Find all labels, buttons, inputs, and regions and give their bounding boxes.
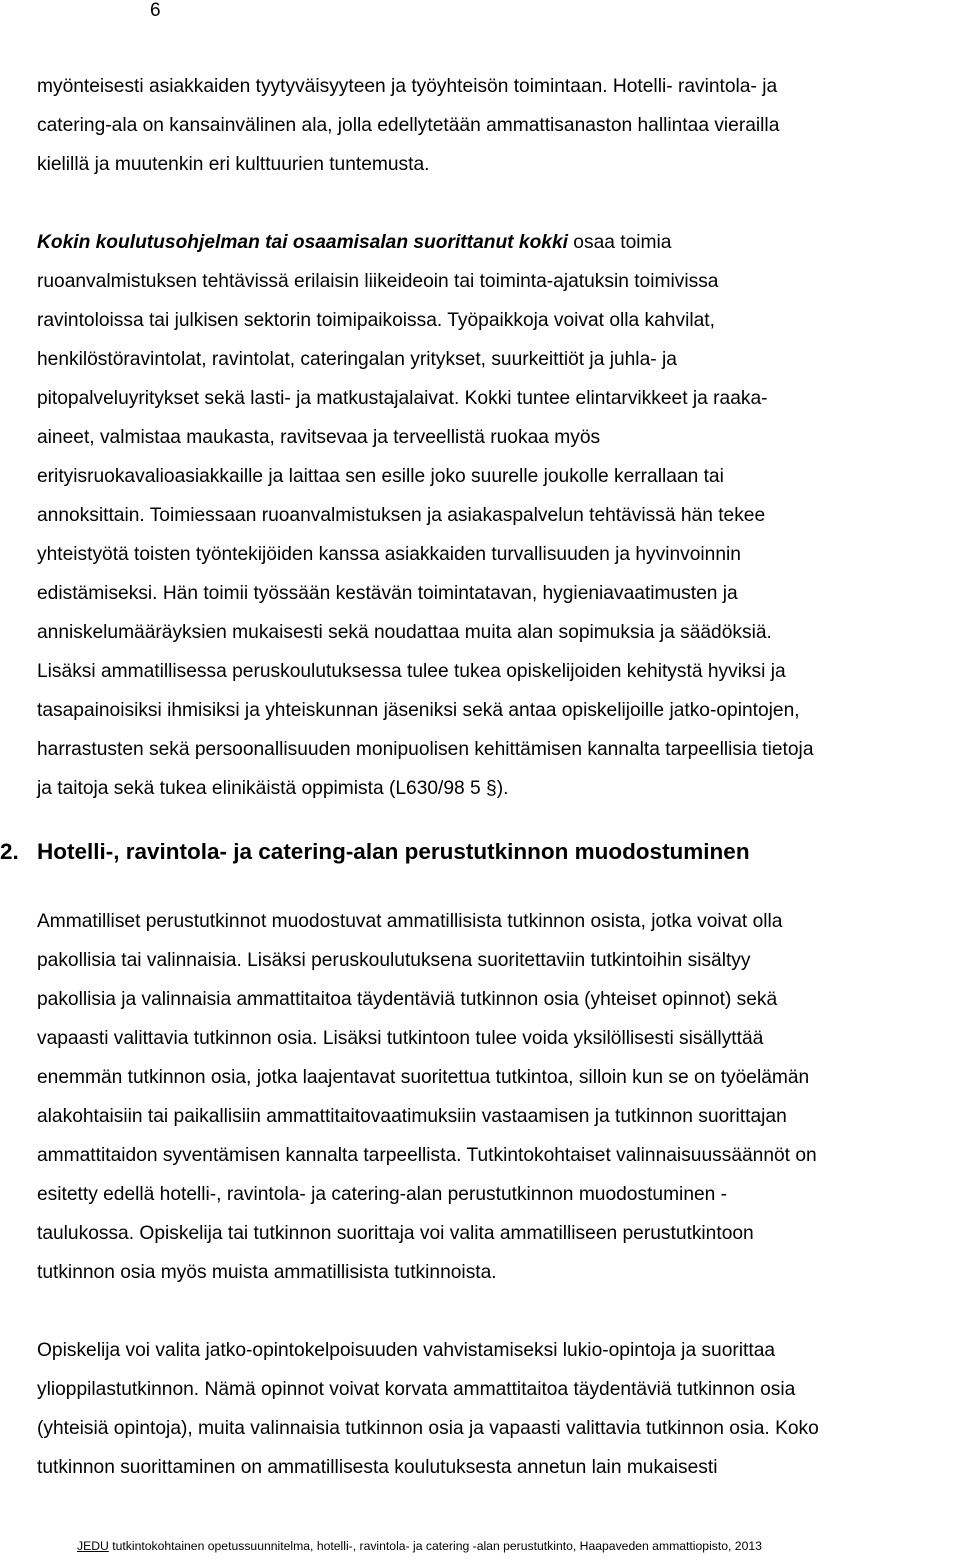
text-line: catering-ala on kansainvälinen ala, jolla edellytetään ammattisanaston hallintaa vierailla <box>37 115 780 136</box>
section-heading <box>0 835 750 869</box>
text-line: tasapainoisiksi ihmisiksi ja yhteiskunnan jäseniksi sekä antaa opiskelijoille jatko-opintojen, <box>37 700 800 721</box>
page-number: 6 <box>150 0 161 21</box>
text-line: ylioppilastutkinnon. Nämä opinnot voivat korvata ammattitaitoa täydentäviä tutkinnon osia <box>37 1379 796 1400</box>
text-line: kielillä ja muutenkin eri kulttuurien tuntemusta. <box>37 154 430 175</box>
text-line: erityisruokavalioasiakkaille ja laittaa sen esille joko suurelle joukolle kerrallaan tai <box>37 466 724 487</box>
text-line: tutkinnon suorittaminen on ammatillisesta koulutuksesta annetun lain mukaisesti <box>37 1457 718 1478</box>
text-line <box>37 223 937 262</box>
footer-org: JEDU <box>77 1539 109 1553</box>
text-line: anniskelumääräyksien mukaisesti sekä noudattaa muita alan sopimuksia ja säädöksiä. <box>37 622 772 643</box>
text-line: harrastusten sekä persoonallisuuden monipuolisen kehittämisen kannalta tarpeellisia tietoja <box>37 739 814 760</box>
text-line: henkilöstöravintolat, ravintolat, cateringalan yritykset, suurkeittiöt ja juhla- ja <box>37 349 677 370</box>
text-line: (yhteisiä opintoja), muita valinnaisia tutkinnon osia ja vapaasti valittavia tutkinnon osia. Koko <box>37 1418 819 1439</box>
text-line: ruoanvalmistuksen tehtävissä erilaisin liikeideoin tai toiminta-ajatuksin toimivissa <box>37 271 719 292</box>
text-line: pitopalveluyritykset sekä lasti- ja matkustajalaivat. Kokki tuntee elintarvikkeet ja raaka- <box>37 388 768 409</box>
paragraph-jatko-opinnot <box>37 1331 937 1487</box>
text-line: pakollisia tai valinnaisia. Lisäksi peruskoulutuksena suoritettaviin tutkintoihin sisältyy <box>37 950 751 971</box>
text-line: edistämiseksi. Hän toimii työssään kestävän toimintatavan, hygieniavaatimusten ja <box>37 583 738 604</box>
text-line: taulukossa. Opiskelija tai tutkinnon suorittaja voi valita ammatilliseen perustutkintoon <box>37 1223 754 1244</box>
text-line: ravintoloissa tai julkisen sektorin toimipaikoissa. Työpaikkoja voivat olla kahvilat, <box>37 310 715 331</box>
text-line: Lisäksi ammatillisessa peruskoulutuksessa tulee tukea opiskelijoiden kehitystä hyviksi ja <box>37 661 786 682</box>
bold-lead-text: Kokin koulutusohjelman tai osaamisalan suorittanut kokki <box>37 232 568 253</box>
page-footer <box>77 1538 762 1554</box>
text-line: yhteistyötä toisten työntekijöiden kanssa asiakkaiden turvallisuuden ja hyvinvoinnin <box>37 544 741 565</box>
text-line: vapaasti valittavia tutkinnon osia. Lisäksi tutkintoon tulee voida yksilöllisesti sisällyttää <box>37 1028 764 1049</box>
text-line: aineet, valmistaa maukasta, ravitsevaa ja terveellistä ruokaa myös <box>37 427 601 448</box>
footer-text: tutkintokohtainen opetussuunnitelma, hotelli-, ravintola- ja catering -alan perustutkinto, Haapaveden ammattiopisto, 2013 <box>108 1539 762 1553</box>
text-line: ja taitoja sekä tukea elinikäistä oppimista (L630/98 5 §). <box>37 778 509 799</box>
text-line: enemmän tutkinnon osia, jotka laajentavat suoritettua tutkintoa, silloin kun se on työelämän <box>37 1067 810 1088</box>
section-number: 2. <box>0 839 19 864</box>
text-line: annoksittain. Toimiessaan ruoanvalmistuksen ja asiakaspalvelun tehtävissä hän tekee <box>37 505 766 526</box>
text-line: myönteisesti asiakkaiden tyytyväisyyteen ja työyhteisön toimintaan. Hotelli- ravintola- ja <box>37 76 778 97</box>
text-line: tutkinnon osia myös muista ammatillisista tutkinnoista. <box>37 1262 497 1283</box>
text-line: pakollisia ja valinnaisia ammattitaitoa täydentäviä tutkinnon osia (yhteiset opinnot) sekä <box>37 989 778 1010</box>
paragraph-intro <box>37 67 937 184</box>
text-line: esitetty edellä hotelli-, ravintola- ja catering-alan perustutkinnon muodostuminen - <box>37 1184 728 1205</box>
text-span: osaa toimia <box>567 232 672 253</box>
paragraph-kokki <box>37 223 937 808</box>
text-line: alakohtaisiin tai paikallisiin ammattitaitovaatimuksiin vastaamisen ja tutkinnon suorittajan <box>37 1106 787 1127</box>
text-line: ammattitaidon syventämisen kannalta tarpeellista. Tutkintokohtaiset valinnaisuussäännöt on <box>37 1145 817 1166</box>
text-line: Ammatilliset perustutkinnot muodostuvat ammatillisista tutkinnon osista, jotka voivat olla <box>37 911 783 932</box>
paragraph-tutkinnon-osat <box>37 902 937 1292</box>
text-line: Opiskelija voi valita jatko-opintokelpoisuuden vahvistamiseksi lukio-opintoja ja suorittaa <box>37 1340 776 1361</box>
section-title: Hotelli-, ravintola- ja catering-alan perustutkinnon muodostuminen <box>37 839 750 864</box>
